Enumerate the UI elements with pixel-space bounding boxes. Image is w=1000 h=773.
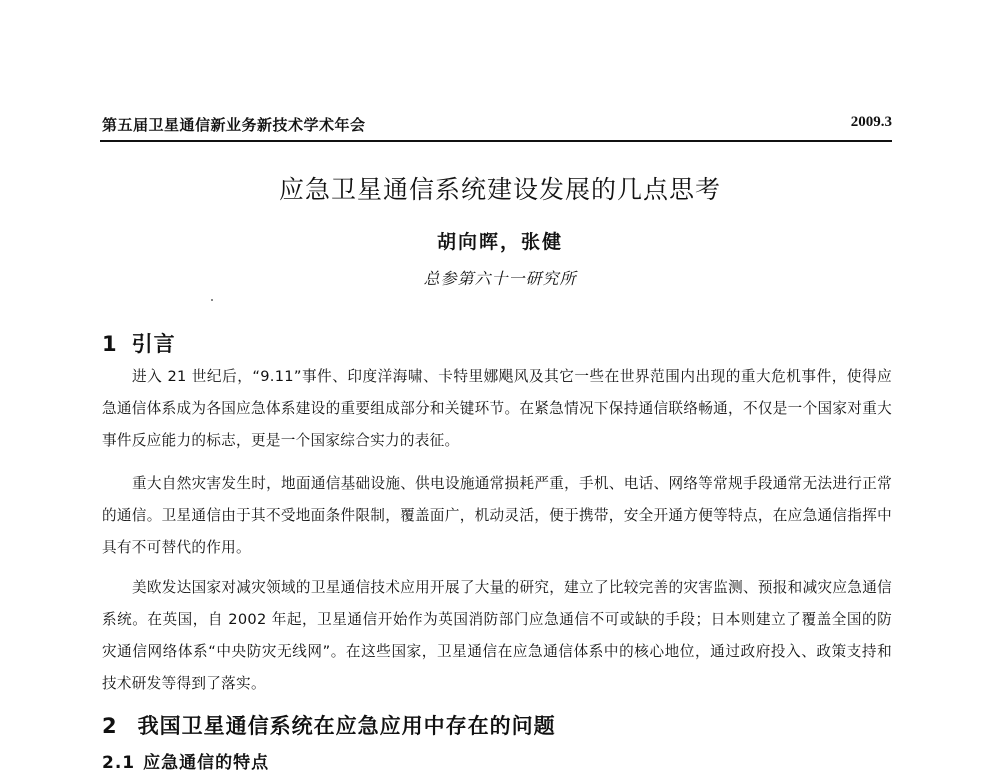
subsection-title: 应急通信的特点 [143,753,270,773]
paragraph-2: 重大自然灾害发生时，地面通信基础设施、供电设施通常损耗严重，手机、电话、网络等常规手段通常无法进行正常的通信。卫星通信由于其不受地面条件限制，覆盖面广，机动灵活，便于携带，安全开通方便等特点，在应急通信指挥中具有不可替代的作用。 [102,475,892,556]
subsection-number: 2.1 [102,753,136,773]
section-heading-1 [102,328,176,358]
section-title: 我国卫星通信系统在应急应用中存在的问题 [137,714,556,738]
scan-speck [211,299,213,301]
running-header [100,114,892,142]
subsection-heading [102,748,269,773]
section-number: 2 [102,714,118,738]
paragraph-1: 进入 21 世纪后，“9.11”事件、印度洋海啸、卡特里娜飓风及其它一些在世界范围内出现的重大危机事件，使得应急通信体系成为各国应急体系建设的重要组成部分和关键环节。在紧急情况下保持通信联络畅通，不仅是一个国家对重大事件反应能力的标志，更是一个国家综合实力的表征。 [102,368,892,449]
conference-name: 第五届卫星通信新业务新技术学术年会 [102,116,366,134]
section-heading-2 [102,710,556,740]
header-date: 2009.3 [850,114,892,130]
section-title: 引言 [131,332,176,356]
paper-title: 应急卫星通信系统建设发展的几点思考 [278,175,721,204]
paragraph-3: 美欧发达国家对减灾领域的卫星通信技术应用开展了大量的研究，建立了比较完善的灾害监测、预报和减灾应急通信系统。在英国，自 2002 年起，卫星通信开始作为英国消防部门应急通信不可或缺的手段；日本则建立了覆盖全国的防灾通信网络体系“中央防灾无线网”。在这些国家，卫星通信在应急通信体系中的核心地位，通过政府投入、政策支持和技术研发等得到了落实。 [102,579,892,692]
paper-authors: 胡向晖，张健 [436,231,563,253]
author-affiliation: 总参第六十一研究所 [423,269,577,288]
section-number: 1 [102,332,118,356]
